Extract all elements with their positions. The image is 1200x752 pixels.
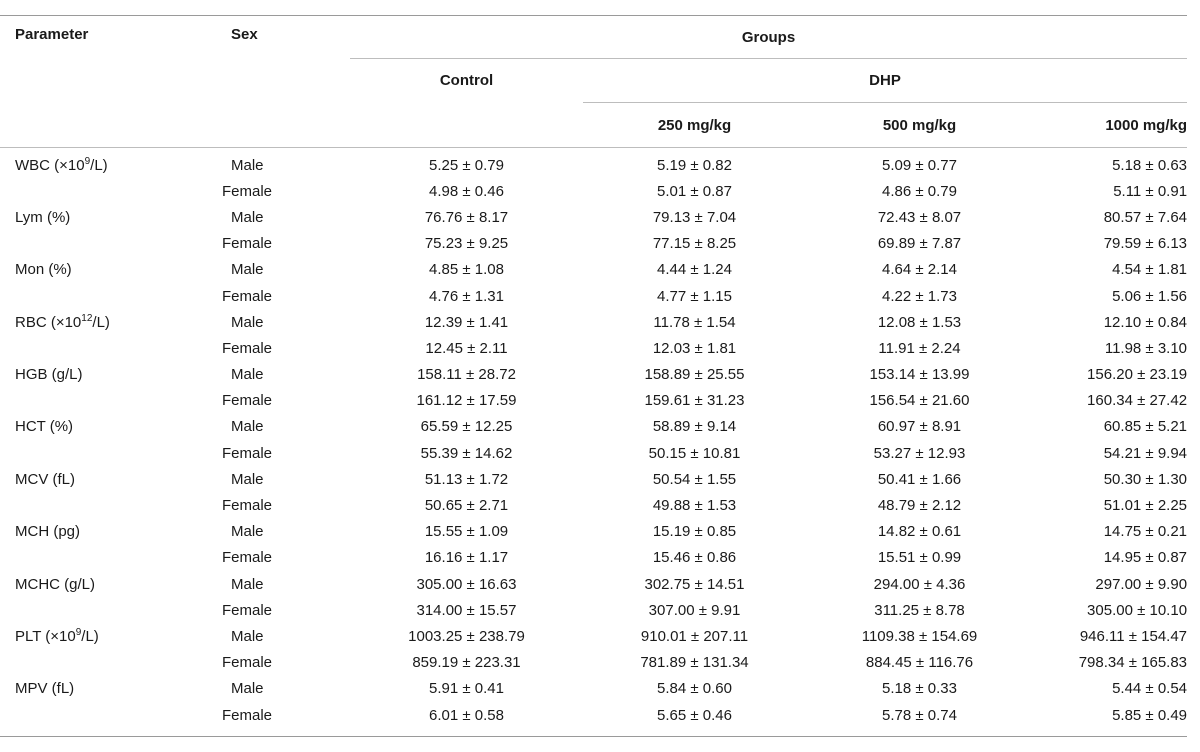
table-row [0,571,1187,597]
parameter-label: WBC (×10 [15,156,85,174]
sex-label: Male [231,261,264,279]
dose-250-value-cell: 50.54 ± 1.55 [652,470,737,488]
parameter-label: Mon (%) [15,261,72,279]
hematology-table [0,15,1187,737]
dose-250-value-cell: 12.03 ± 1.81 [652,339,737,357]
dose-500-value-cell: 311.25 ± 8.78 [874,601,965,619]
dose-500-value-cell: 72.43 ± 8.07 [877,208,962,226]
parameter-cell [0,545,200,571]
control-value-cell: 16.16 ± 1.17 [424,549,509,567]
dose-1000-value-cell: 5.06 ± 1.56 [1112,287,1188,305]
control-value-cell: 4.85 ± 1.08 [429,261,504,279]
parameter-cell [0,414,200,440]
sex-cell [200,597,350,623]
dose-1000-value-cell: 51.01 ± 2.25 [1103,497,1188,515]
parameter-exponent: 9 [75,626,82,638]
header-dose-1000: 1000 mg/kg [1105,116,1188,134]
dose-1000-value-cell: 79.59 ± 6.13 [1103,235,1188,253]
control-value-cell: 6.01 ± 0.58 [429,706,504,724]
dose-250-value-cell: 15.46 ± 0.86 [652,549,737,567]
header-dhp: DHP [583,59,1187,103]
parameter-label: MPV (fL) [15,680,75,698]
dose-500-value-cell: 294.00 ± 4.36 [873,575,966,593]
parameter-cell [0,519,200,545]
sex-cell [200,650,350,676]
control-value-cell: 12.45 ± 2.11 [425,339,508,357]
parameter-cell [0,178,200,204]
sex-label: Male [231,418,264,436]
parameter-exponent: 9 [84,155,91,167]
table-body [0,148,1187,737]
sex-cell [200,702,350,737]
table-row [0,283,1187,309]
dose-1000-value-cell: 80.57 ± 7.64 [1103,208,1188,226]
control-value-cell: 4.76 ± 1.31 [429,287,504,305]
dose-500-value-cell: 14.82 ± 0.61 [877,523,962,541]
dose-250-value-cell: 307.00 ± 9.91 [648,601,741,619]
parameter-cell [0,309,200,335]
parameter-cell [0,466,200,492]
control-value-cell: 5.25 ± 0.79 [429,156,504,174]
sex-label: Female [222,549,273,567]
parameter-label: MCV (fL) [15,470,75,488]
sex-label: Female [222,339,273,357]
dose-1000-value-cell: 60.85 ± 5.21 [1103,418,1188,436]
dose-500-value-cell: 60.97 ± 8.91 [877,418,962,436]
sex-cell [200,257,350,283]
dose-500-value-cell: 15.51 ± 0.99 [877,549,962,567]
dose-250-value-cell: 5.65 ± 0.46 [657,706,732,724]
header-groups: Groups [350,16,1187,59]
dose-1000-value-cell: 14.75 ± 0.21 [1103,523,1188,541]
parameter-unit: /L) [92,313,110,331]
sex-cell [200,309,350,335]
parameter-cell [0,231,200,257]
dose-500-value-cell: 11.91 ± 2.24 [878,339,961,357]
table-header [0,16,1187,148]
table-row [0,414,1187,440]
dose-1000-value-cell: 14.95 ± 0.87 [1103,549,1188,567]
parameter-label: HCT (%) [15,418,74,436]
control-value-cell: 314.00 ± 15.57 [416,601,517,619]
dose-500-value-cell: 153.14 ± 13.99 [869,366,970,384]
sex-label: Female [222,392,273,410]
dose-500-value-cell: 4.86 ± 0.79 [882,182,957,200]
dose-250-value-cell: 781.89 ± 131.34 [640,654,749,672]
table-row [0,676,1187,702]
dose-500-value-cell: 1109.38 ± 154.69 [861,627,978,645]
sex-cell [200,545,350,571]
dose-500-value-cell: 4.64 ± 2.14 [882,261,957,279]
dose-500-value-cell: 156.54 ± 21.60 [869,392,970,410]
parameter-label: PLT (×10 [15,627,76,645]
dose-250-value-cell: 4.44 ± 1.24 [657,261,732,279]
sex-cell [200,362,350,388]
header-dose-250: 250 mg/kg [657,116,732,134]
table-row [0,204,1187,230]
dose-1000-value-cell: 5.44 ± 0.54 [1112,680,1188,698]
sex-cell [200,414,350,440]
parameter-label: MCH (pg) [15,523,81,541]
dose-1000-value-cell: 305.00 ± 10.10 [1087,601,1188,619]
dose-250-value-cell: 15.19 ± 0.85 [652,523,737,541]
header-dose-500: 500 mg/kg [882,116,957,134]
dose-250-value-cell: 49.88 ± 1.53 [652,497,737,515]
parameter-cell [0,257,200,283]
table-row [0,388,1187,414]
table-row [0,362,1187,388]
parameter-cell [0,702,200,737]
parameter-cell [0,388,200,414]
dose-500-value-cell: 69.89 ± 7.87 [877,235,962,253]
dose-1000-value-cell: 54.21 ± 9.94 [1103,444,1188,462]
table-row [0,178,1187,204]
sex-label: Female [222,601,273,619]
control-value-cell: 65.59 ± 12.25 [420,418,513,436]
dose-500-value-cell: 884.45 ± 116.76 [865,654,974,672]
header-sex: Sex [231,26,258,43]
parameter-cell [0,283,200,309]
dose-250-value-cell: 5.01 ± 0.87 [657,182,732,200]
parameter-cell [0,597,200,623]
control-value-cell: 12.39 ± 1.41 [424,313,509,331]
sex-cell [200,335,350,361]
dose-1000-value-cell: 4.54 ± 1.81 [1112,261,1188,279]
table-row [0,492,1187,518]
dose-1000-value-cell: 160.34 ± 27.42 [1087,392,1188,410]
sex-label: Female [222,287,273,305]
dose-500-value-cell: 53.27 ± 12.93 [873,444,966,462]
sex-cell [200,178,350,204]
control-value-cell: 55.39 ± 14.62 [420,444,513,462]
control-value-cell: 75.23 ± 9.25 [424,235,509,253]
dose-1000-value-cell: 5.18 ± 0.63 [1112,156,1188,174]
control-value-cell: 161.12 ± 17.59 [416,392,517,410]
sex-label: Male [231,680,264,698]
parameter-cell [0,440,200,466]
sex-cell [200,231,350,257]
parameter-cell [0,335,200,361]
dose-500-value-cell: 5.78 ± 0.74 [882,706,957,724]
sex-label: Female [222,497,273,515]
dose-250-value-cell: 302.75 ± 14.51 [644,575,745,593]
header-control: Control [439,72,494,90]
control-value-cell: 305.00 ± 16.63 [416,575,517,593]
dose-250-value-cell: 5.84 ± 0.60 [657,680,732,698]
control-value-cell: 50.65 ± 2.71 [424,497,509,515]
dose-1000-value-cell: 12.10 ± 0.84 [1103,313,1188,331]
parameter-cell [0,623,200,649]
control-value-cell: 51.13 ± 1.72 [424,470,509,488]
dose-1000-value-cell: 5.11 ± 0.91 [1113,182,1188,200]
table-row [0,519,1187,545]
control-value-cell: 5.91 ± 0.41 [429,680,504,698]
control-value-cell: 1003.25 ± 238.79 [408,627,525,645]
parameter-unit: /L) [81,627,99,645]
table-row [0,545,1187,571]
sex-label: Male [231,575,264,593]
sex-label: Male [231,523,264,541]
table-row [0,440,1187,466]
dose-1000-value-cell: 11.98 ± 3.10 [1104,339,1188,357]
sex-cell [200,519,350,545]
sex-label: Female [222,706,273,724]
table-row [0,597,1187,623]
table-row [0,309,1187,335]
parameter-cell [0,650,200,676]
dose-1000-value-cell: 946.11 ± 154.47 [1079,627,1188,645]
dose-250-value-cell: 5.19 ± 0.82 [657,156,732,174]
dose-250-value-cell: 58.89 ± 9.14 [652,418,737,436]
sex-cell [200,466,350,492]
sex-label: Female [222,235,273,253]
table-row [0,257,1187,283]
parameter-exponent: 12 [81,312,93,324]
table-row [0,702,1187,737]
dose-500-value-cell: 48.79 ± 2.12 [877,497,962,515]
dose-500-value-cell: 50.41 ± 1.66 [877,470,962,488]
dose-1000-value-cell: 156.20 ± 23.19 [1087,366,1188,384]
control-value-cell: 15.55 ± 1.09 [424,523,509,541]
sex-label: Male [231,627,264,645]
parameter-cell [0,362,200,388]
dose-1000-value-cell: 297.00 ± 9.90 [1095,575,1188,593]
sex-label: Male [231,313,264,331]
dose-1000-value-cell: 5.85 ± 0.49 [1112,706,1188,724]
dose-250-value-cell: 910.01 ± 207.11 [640,627,749,645]
table-row [0,335,1187,361]
sex-label: Female [222,654,273,672]
dose-250-value-cell: 158.89 ± 25.55 [644,366,745,384]
sex-cell [200,623,350,649]
dose-500-value-cell: 5.09 ± 0.77 [882,156,957,174]
table-row [0,650,1187,676]
parameter-cell [0,492,200,518]
control-value-cell: 859.19 ± 223.31 [412,654,521,672]
dose-250-value-cell: 79.13 ± 7.04 [652,208,737,226]
table-row [0,231,1187,257]
sex-cell [200,388,350,414]
sex-label: Male [231,470,264,488]
sex-cell [200,148,350,179]
sex-label: Male [231,208,264,226]
dose-1000-value-cell: 50.30 ± 1.30 [1103,470,1188,488]
header-parameter: Parameter [15,26,89,43]
sex-cell [200,440,350,466]
dose-1000-value-cell: 798.34 ± 165.83 [1078,654,1188,672]
sex-label: Female [222,182,273,200]
sex-cell [200,283,350,309]
parameter-label: RBC (×10 [15,313,82,331]
dose-500-value-cell: 4.22 ± 1.73 [882,287,957,305]
table-row [0,466,1187,492]
sex-cell [200,492,350,518]
parameter-label: HGB (g/L) [15,366,83,384]
dose-500-value-cell: 5.18 ± 0.33 [882,680,957,698]
sex-cell [200,571,350,597]
sex-cell [200,676,350,702]
dose-250-value-cell: 4.77 ± 1.15 [657,287,732,305]
parameter-label: MCHC (g/L) [15,575,96,593]
dose-250-value-cell: 50.15 ± 10.81 [648,444,741,462]
parameter-cell [0,676,200,702]
dose-250-value-cell: 11.78 ± 1.54 [653,313,736,331]
table-row [0,148,1187,179]
control-value-cell: 4.98 ± 0.46 [429,182,504,200]
dose-250-value-cell: 159.61 ± 31.23 [644,392,745,410]
sex-label: Female [222,444,273,462]
dose-250-value-cell: 77.15 ± 8.25 [652,235,737,253]
control-value-cell: 76.76 ± 8.17 [424,208,509,226]
parameter-cell [0,204,200,230]
table-row [0,623,1187,649]
dose-500-value-cell: 12.08 ± 1.53 [877,313,962,331]
parameter-cell [0,148,200,179]
parameter-label: Lym (%) [15,208,71,226]
sex-label: Male [231,156,264,174]
parameter-unit: /L) [90,156,108,174]
sex-label: Male [231,366,264,384]
sex-cell [200,204,350,230]
control-value-cell: 158.11 ± 28.72 [417,366,516,384]
parameter-cell [0,571,200,597]
